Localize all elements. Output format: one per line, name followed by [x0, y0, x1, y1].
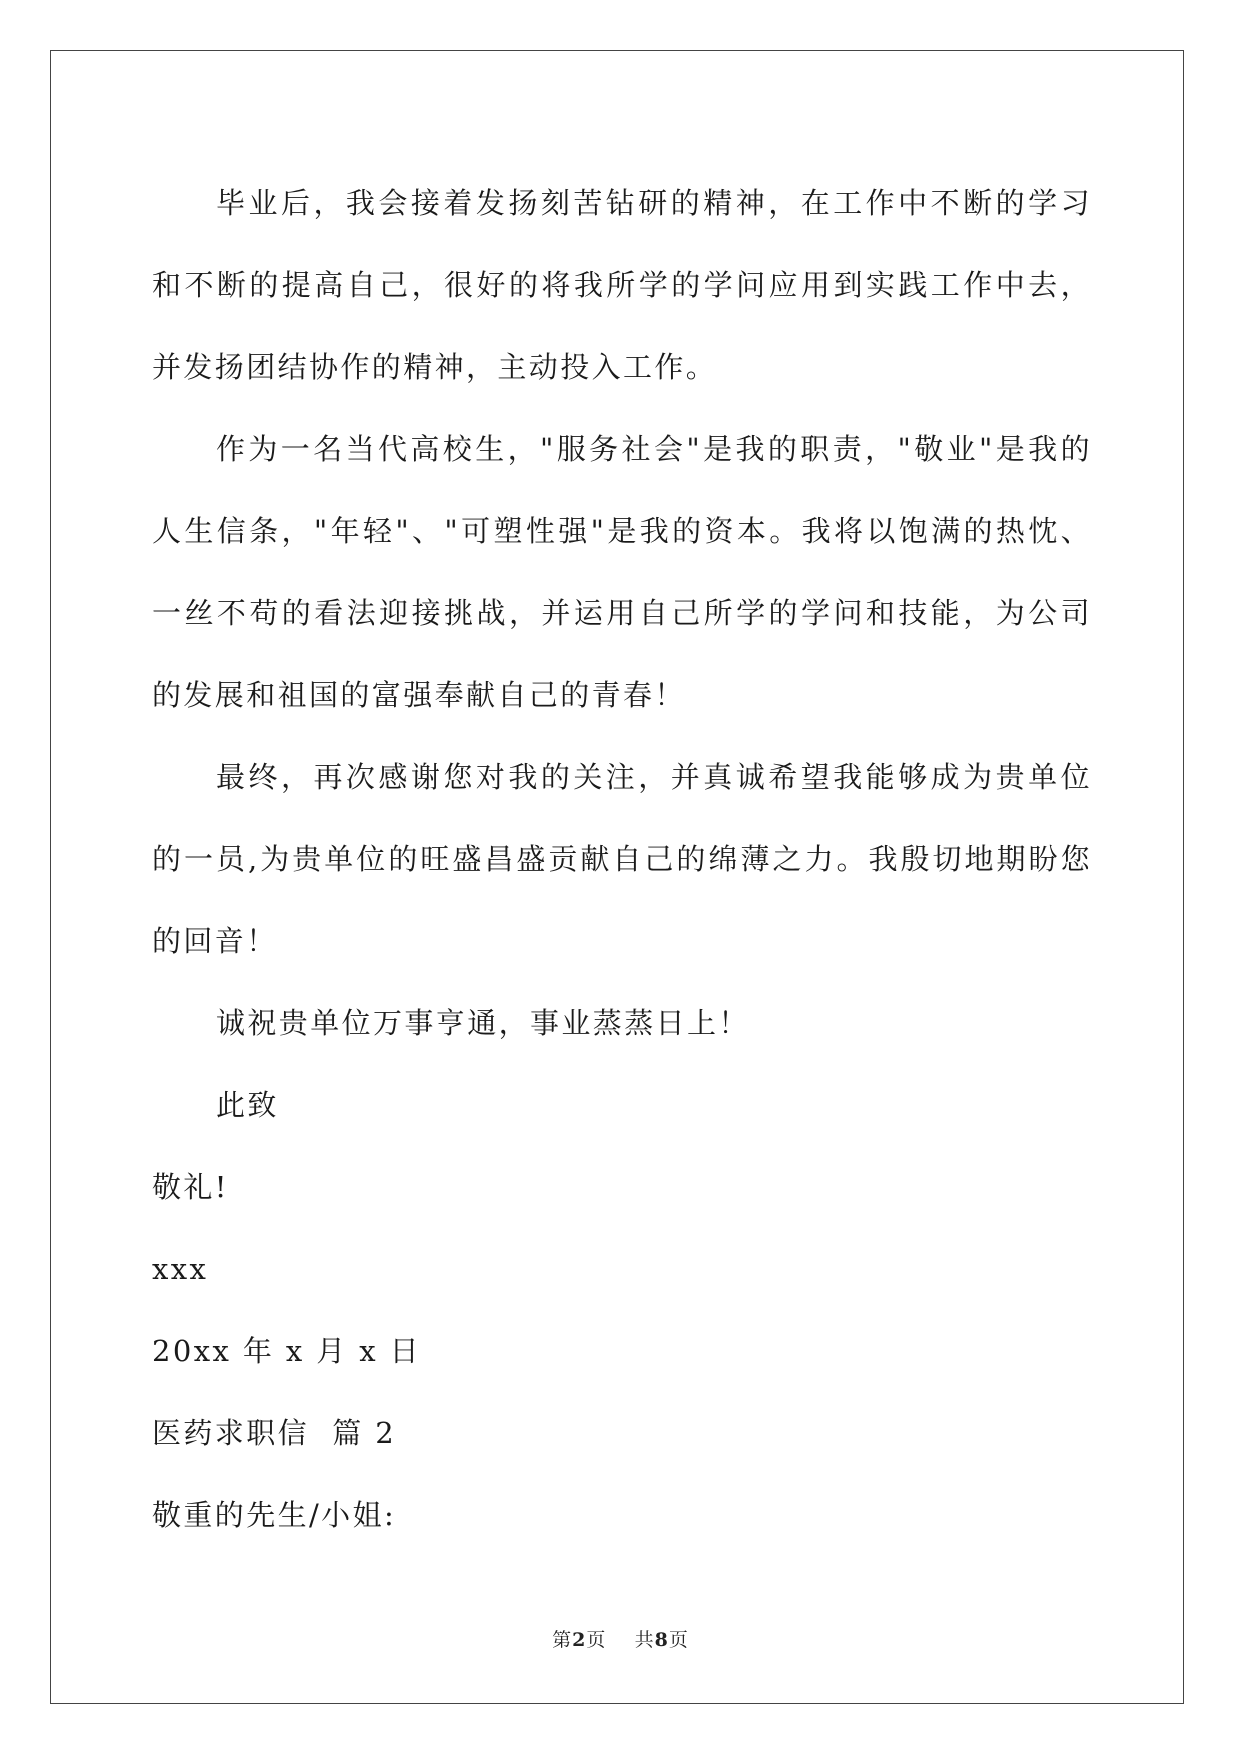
paragraph-3: 最终，再次感谢您对我的关注，并真诚希望我能够成为贵单位的一员,为贵单位的旺盛昌盛贡献自己的绵薄之力。我殷切地期盼您的回音！ [152, 760, 1092, 958]
footer-suffix: 页 [668, 1629, 689, 1651]
total-pages-number: 8 [654, 1629, 669, 1651]
closing-line: 此致 [216, 1088, 279, 1122]
salute-line: 敬礼! [152, 1170, 229, 1204]
date-line: 20xx 年 x 月 x 日 [152, 1334, 422, 1368]
page-footer [0, 1625, 1241, 1652]
paragraph-1: 毕业后，我会接着发扬刻苦钻研的精神，在工作中不断的学习和不断的提高自己，很好的将我所学的学问应用到实践工作中去，并发扬团结协作的精神，主动投入工作。 [152, 186, 1092, 384]
signature-line: xxx [152, 1252, 209, 1286]
current-page-number: 2 [572, 1629, 587, 1651]
paragraph-4: 诚祝贵单位万事亨通，事业蒸蒸日上！ [216, 1006, 750, 1040]
greeting-line: 敬重的先生/小姐: [152, 1498, 397, 1532]
document-body [152, 162, 1092, 1556]
footer-prefix: 第 [552, 1629, 573, 1651]
paragraph-2: 作为一名当代高校生，"服务社会"是我的职责，"敬业"是我的人生信条，"年轻"、"可塑性强"是我的资本。我将以饱满的热忱、一丝不苟的看法迎接挑战，并运用自己所学的学问和技能，为公司的发展和祖国的富强奉献自己的青春！ [152, 432, 1092, 712]
footer-mid: 页 共 [586, 1629, 655, 1651]
section-heading: 医药求职信 篇 2 [152, 1416, 397, 1450]
